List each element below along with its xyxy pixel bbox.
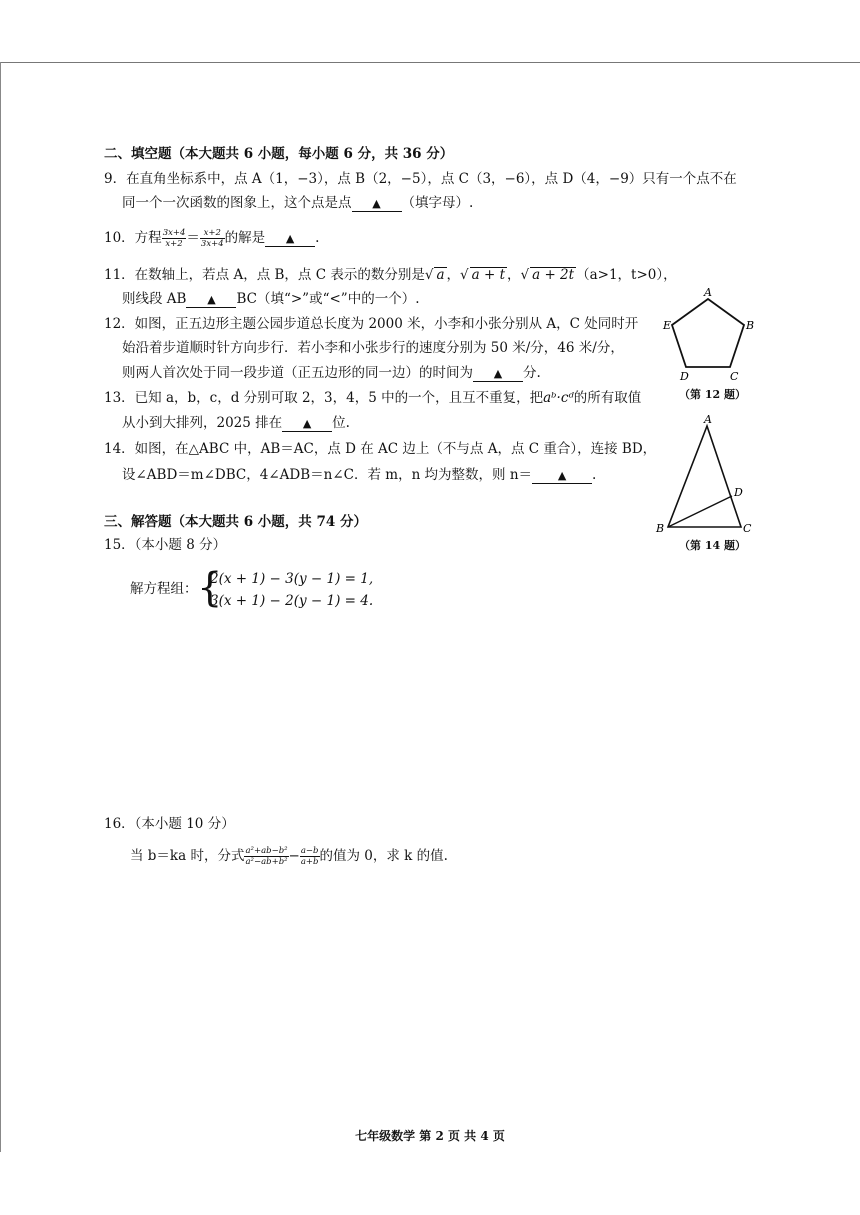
question-13-line-2	[122, 414, 350, 432]
question-12-line-3	[122, 364, 541, 382]
label-D: D	[734, 486, 743, 499]
question-16-text: 当 b＝ka 时，分式	[130, 848, 245, 864]
sqrt-symbol: √	[424, 267, 434, 283]
answer-blank-12: ▲	[473, 367, 523, 382]
question-16-title: 16．（本小题 10 分）	[104, 816, 235, 832]
fraction-lhs	[162, 228, 187, 249]
question-13-tail: 位.	[332, 415, 350, 431]
question-10-mid: 的解是	[224, 230, 266, 246]
answer-blank-13: ▲	[282, 417, 332, 432]
question-11-line-1: 11．在数轴上，若点 A，点 B，点 C 表示的数分别是√ a ，√ a + t ，√ a + 2t （a>1，t>0），	[104, 267, 677, 283]
fraction-1	[244, 846, 288, 867]
triangle-abc	[668, 426, 741, 527]
question-9-tail: （填字母）.	[401, 195, 474, 211]
page-left-border	[0, 62, 1, 1152]
question-14-line-2	[122, 466, 596, 484]
section-3-heading: 三、解答题（本大题共 6 小题，共 74 分）	[104, 514, 367, 530]
fraction-1-denominator: a²−ab+b²	[245, 857, 288, 867]
triangle-figure	[650, 410, 760, 535]
sqrt-a-plus-t: a + t	[471, 267, 505, 283]
question-11-line-2	[122, 290, 420, 308]
system-brace: {	[197, 565, 223, 611]
sqrt-symbol: √	[460, 267, 469, 283]
answer-blank-14: ▲	[532, 469, 592, 484]
figure-12-caption: （第 12 题）	[679, 388, 746, 401]
fraction-rhs-numerator: x+2	[200, 228, 225, 239]
page-footer: 七年级数学 第 2 页 共 4 页	[355, 1129, 505, 1143]
fraction-lhs-denominator: x+2	[165, 239, 183, 249]
question-14-line-1: 14．如图，在△ABC 中，AB＝AC，点 D 在 AC 边上（不与点 A，点 C 重合），连接 BD，	[104, 441, 657, 457]
question-9-line-1: 9．在直角坐标系中，点 A（1，−3），点 B（2，−5），点 C（3，−6），点 D（4，−9）只有一个点不在	[104, 171, 737, 187]
pentagon-shape	[672, 299, 744, 367]
label-E: E	[663, 319, 672, 332]
page-top-border	[0, 62, 860, 63]
fraction-2	[300, 846, 320, 867]
question-13-expression: aᵇ·cᵈ	[543, 390, 574, 406]
sqrt-symbol: √	[520, 267, 530, 283]
equals-sign: ＝	[186, 230, 200, 246]
fraction-1-numerator: a²+ab−b²	[245, 846, 288, 856]
question-15-lead: 解方程组：	[130, 581, 198, 597]
sqrt-a-plus-2t: a + 2t	[532, 267, 575, 283]
question-10	[104, 228, 319, 249]
fraction-2-denominator: a+b	[300, 857, 319, 867]
sqrt-a: a	[436, 267, 445, 283]
question-13-text-2: 从小到大排列，2025 排在	[122, 415, 283, 431]
question-13-line-1	[104, 389, 641, 407]
equation-1: 2(x + 1) − 3(y − 1) = 1,	[210, 571, 374, 587]
answer-blank-10: ▲	[265, 232, 315, 247]
label-A: A	[704, 413, 712, 426]
question-13-text: 13．已知 a，b，c，d 分别可取 2，3，4，5 中的一个，且互不重复，把	[104, 390, 544, 406]
question-11-text: 11．在数轴上，若点 A，点 B，点 C 表示的数分别是	[104, 267, 425, 283]
fraction-rhs-denominator: 3x+4	[200, 239, 224, 249]
question-16-tail: 的值为 0，求 k 的值.	[319, 848, 448, 864]
fraction-2-numerator: a−b	[300, 846, 319, 856]
label-B: B	[656, 522, 665, 535]
question-15-title: 15．（本小题 8 分）	[104, 537, 227, 553]
question-9-text: 同一个一次函数的图象上，这个点是点	[122, 195, 352, 211]
label-C: C	[730, 370, 739, 383]
section-2-heading: 二、填空题（本大题共 6 小题，每小题 6 分，共 36 分）	[104, 146, 454, 162]
question-11-tail: BC（填“>”或“<”中的一个）.	[236, 291, 420, 307]
question-9-line-2	[122, 194, 473, 212]
label-A: A	[704, 286, 712, 299]
question-10-text: 10．方程	[104, 230, 162, 246]
question-10-tail: .	[315, 230, 320, 246]
question-12-text: 则两人首次处于同一段步道（正五边形的同一边）的时间为	[122, 365, 473, 381]
label-C: C	[743, 522, 752, 535]
question-11-text-2: 则线段 AB	[122, 291, 187, 307]
answer-blank-11: ▲	[186, 293, 236, 308]
label-D: D	[680, 370, 689, 383]
figure-14-caption: （第 14 题）	[679, 539, 746, 552]
fraction-lhs-numerator: 3x+4	[162, 228, 186, 238]
equation-2: 3(x + 1) − 2(y − 1) = 4.	[210, 593, 374, 609]
question-13-text-tail: 的所有取值	[573, 390, 642, 406]
question-14-tail: .	[592, 467, 597, 483]
question-12-line-2: 始沿着步道顺时针方向步行．若小李和小张步行的速度分别为 50 米/分，46 米/分，	[122, 340, 624, 356]
question-11-condition: （a>1，t>0），	[576, 267, 677, 283]
answer-blank-9: ▲	[352, 197, 402, 212]
question-12-tail: 分.	[523, 365, 541, 381]
pentagon-figure	[660, 285, 770, 385]
minus-sign: −	[288, 848, 300, 864]
question-14-text: 设∠ABD＝m∠DBC，4∠ADB＝n∠C．若 m，n 均为整数，则 n＝	[122, 467, 533, 483]
fraction-rhs	[200, 228, 225, 249]
label-B: B	[746, 319, 755, 332]
question-16-body	[130, 846, 448, 867]
question-12-line-1: 12．如图，正五边形主题公园步道总长度为 2000 米，小李和小张分别从 A，C 处同时开	[104, 316, 639, 332]
